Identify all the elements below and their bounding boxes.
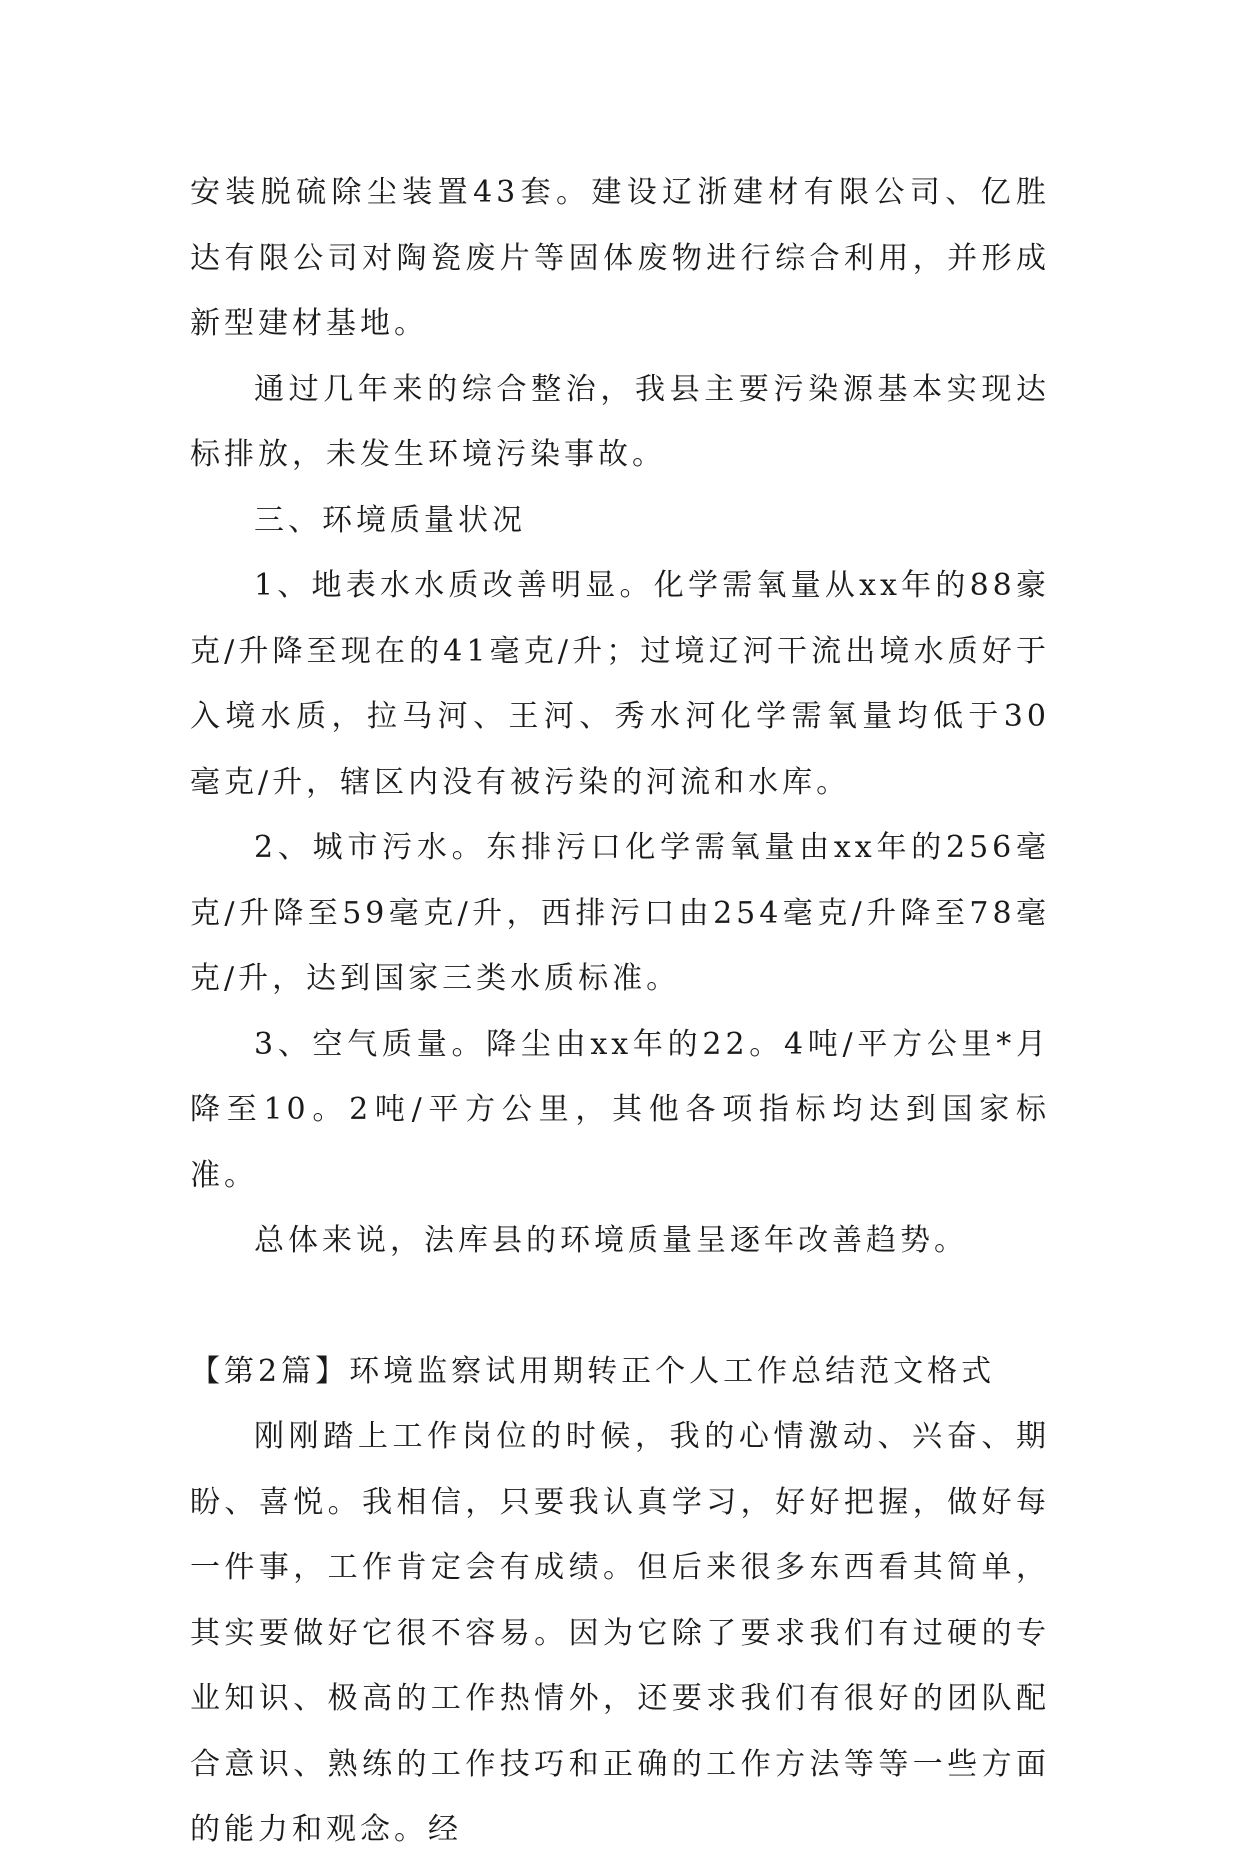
- paragraph-desulfurization: 安装脱硫除尘装置43套。建设辽浙建材有限公司、亿胜达有限公司对陶瓷废片等固体废物进行综合利用，并形成新型建材基地。: [190, 175, 1050, 341]
- paragraph-remediation: 通过几年来的综合整治，我县主要污染源基本实现达标排放，未发生环境污染事故。: [190, 371, 1050, 472]
- paragraph-job-start: 刚刚踏上工作岗位的时候，我的心情激动、兴奋、期盼、喜悦。我相信，只要我认真学习，好好把握，做好每一件事，工作肯定会有成绩。但后来很多东西看其简单，其实要做好它很不容易。因为它除了要求我们有过硬的专业知识、极高的工作热情外，还要求我们有很好的团队配合意识、熟练的工作技巧和正确的工作方法等等一些方面的能力和观念。经: [190, 1419, 1050, 1847]
- paragraph-surface-water: 1、地表水水质改善明显。化学需氧量从xx年的88豪克/升降至现在的41毫克/升；过境辽河干流出境水质好于入境水质，拉马河、王河、秀水河化学需氧量均低于30毫克/升，辖区内没有被污染的河流和水库。: [190, 568, 1050, 800]
- section-heading-environment-quality: 三、环境质量状况: [254, 502, 526, 538]
- document-body: [190, 160, 1050, 1863]
- paragraph-air-quality: 3、空气质量。降尘由xx年的22。4吨/平方公里*月降至10。2吨/平方公里，其他各项指标均达到国家标准。: [190, 1026, 1050, 1193]
- section-spacer: [190, 1274, 1050, 1339]
- article-heading: 【第2篇】环境监察试用期转正个人工作总结范文格式: [190, 1353, 996, 1389]
- paragraph-urban-sewage: 2、城市污水。东排污口化学需氧量由xx年的256毫克/升降至59毫克/升，西排污口由254毫克/升降至78毫克/升，达到国家三类水质标准。: [190, 830, 1050, 996]
- paragraph-overall-summary: 总体来说，法库县的环境质量呈逐年改善趋势。: [254, 1223, 968, 1258]
